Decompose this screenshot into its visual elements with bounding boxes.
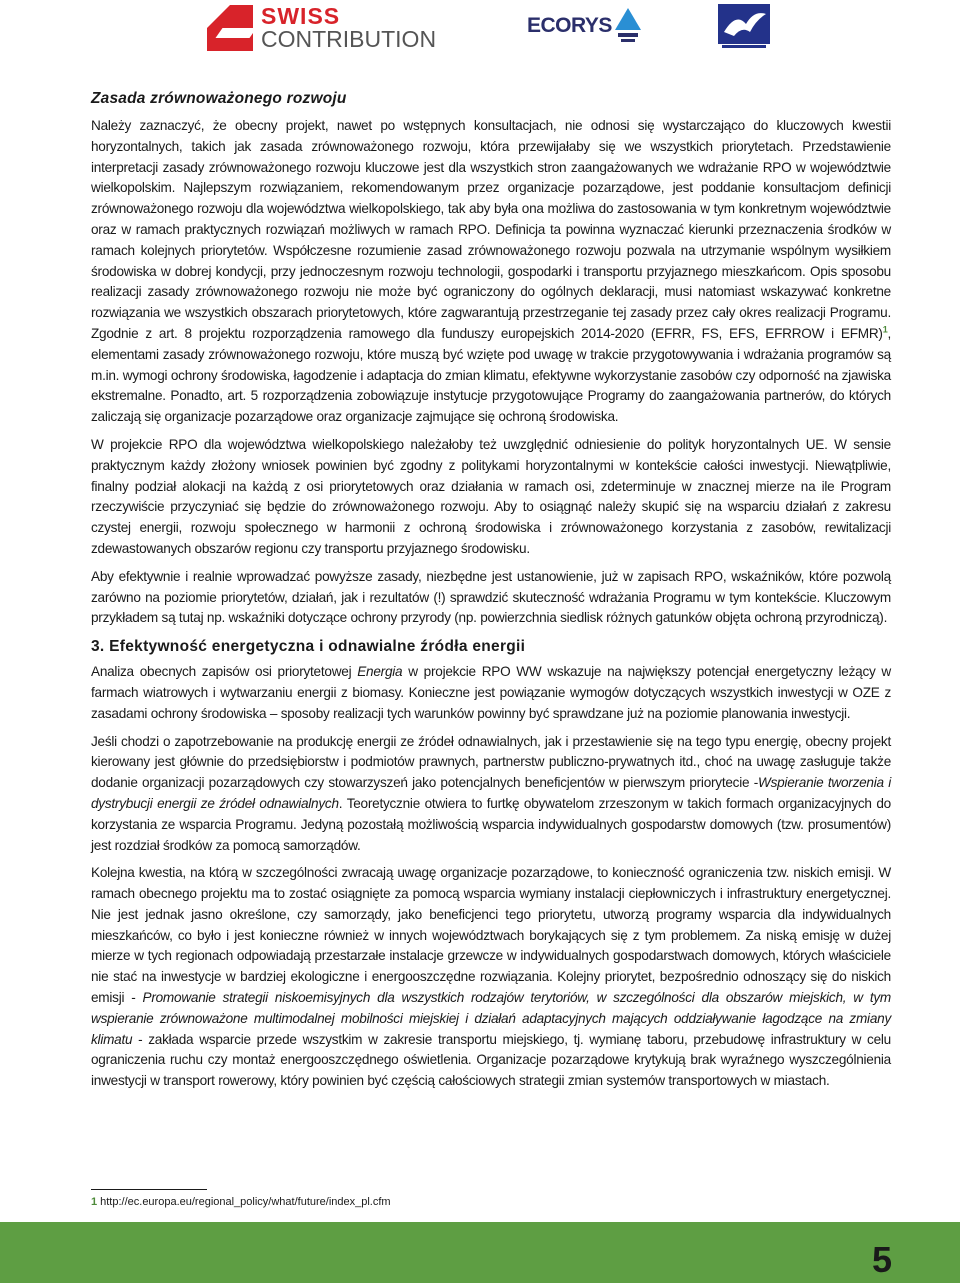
swiss-logo-line2: CONTRIBUTION — [261, 26, 437, 52]
swiss-logo-line1: SWISS — [261, 3, 341, 29]
footnote-link[interactable]: http://ec.europa.eu/regional_policy/what/future/index_pl.cfm — [100, 1196, 391, 1208]
footnote-divider — [91, 1189, 207, 1190]
footer-bar — [0, 1222, 960, 1283]
paragraph-4-text-b: w projekcie RPO WW wskazuje na największy potencjał energetyczny leżący w farmach wiatrowych i wytwarzaniu energii z biomasy. Konieczne jest powiązanie wymogów dotyczących wszystkich inwestycji w OZE z zasadami ochrony środowiska – sposoby realizacji tych warunków powinny być sprawdzane już na poziomie planowania inwestycji. — [91, 664, 891, 721]
subsection-title: Zasada zrównoważonego rozwoju — [91, 90, 347, 107]
paragraph-6 — [91, 863, 891, 1092]
ecorys-logo-text: ECORYS — [527, 14, 612, 37]
footnote — [91, 1196, 391, 1208]
paragraph-1-tail: , elementami zasady zrównoważonego rozwoju, które muszą być wzięte pod uwagę w trakcie przygotowywania i wdrażania programów są m.in. wymogi ochrony środowiska, łagodzenie i adaptacja do zmian klimatu, efektywne wykorzystanie zasobów czy odporność na zjawiska ekstremalne. Ponadto, art. 5 rozporządzenia zobowiązuje instytucje przygotowujące Programy do zaangażowania partnerów, do których zaliczają się organizacje pozarządowe oraz organizacje zajmujące się ochroną środowiska. — [91, 325, 891, 425]
document-body — [91, 88, 891, 1099]
paragraph-6-text-b: - zakłada wsparcie przede wszystkim w zakresie transportu miejskiego, tj. wymianę taboru, przebudowę infrastruktury w celu ograniczenia ruchu czy montaż energooszczędnego oświetlenia. Organizacje pozarządowe krytykują brak wyraźnego wyszczególnienia inwestycji w transport rowerowy, który powinien być częścią całościowych strategii zmian systemów transportowych w miastach. — [91, 1031, 891, 1089]
paragraph-5-text-b: . Teoretycznie otwiera to furtkę obywatelom zrzeszonym w takich formach organizacyjnych do korzystania ze wsparcia Programu. Jedyną pozostałą możliwością wsparcia indywidualnych gospodarstw domowych (tzw. prosumentów) jest rozdział środków za pomocą samorządów. — [91, 795, 891, 853]
paragraph-5-text-a: Jeśli chodzi o zapotrzebowanie na produkcję energii ze źródeł odnawialnych, jak i przestawienie się na tego typu energię, obecny projekt kierowany jest głównie do przedsiębiorstw i podmiotów prawnych, partnerstw publiczno-prywatnych itd., choć na uwagę zasługuje także dodanie organizacji pozarządowych czy stowarzyszeń jako potencjalnych beneficjentów w pierwszym priorytecie - — [91, 733, 891, 791]
page-number: 5 — [871, 1239, 892, 1280]
paragraph-3: Aby efektywnie i realnie wprowadzać powyższe zasady, niezbędne jest ustanowienie, już w zapisach RPO, wskaźników, które pozwolą zarówno na poziomie priorytetów, działań, jak i rezultatów (!) sprawdzić skuteczność wdrażania Programu w tym kontekście. Kluczowym przykładem są tutaj np. wskaźniki dotyczące ochrony przyrody (np. powierzchnia siedlisk różnych gatunków objęta ochroną przyrodniczą). — [91, 568, 891, 626]
bird-logo-icon — [716, 2, 772, 50]
paragraph-2: W projekcie RPO dla województwa wielkopolskiego należałoby też uwzględnić odniesienie do polityk horyzontalnych UE. W sensie praktycznym każdy złożony wniosek powinien być zgodny z politykami horyzontalnymi w kontekście całości inwestycji. Niewątpliwie, finalny podział alokacji na każdą z osi priorytetowych oraz działania w ramach osi, zdeterminuje w znacznej mierze na ile Program rzeczywiście przyczyniać się będzie do zrównoważonego rozwoju. Aby to osiągnąć należy skupić się na wsparciu działań z zakresu czystej energii, rozwoju społecznego w harmonii z ochroną środowiska i zrównoważonego korzystania z zasobów, rewitalizacji zdewastowanych obszarów regionu czy transportu przyjaznego środowisku. — [91, 436, 891, 556]
footnote-ref: 1 — [882, 324, 888, 335]
paragraph-1 — [91, 116, 891, 428]
footnote-number: 1 — [91, 1196, 98, 1208]
section-title: 3. Efektywność energetyczna i odnawialne źródła energii — [91, 638, 526, 656]
paragraph-5 — [91, 732, 891, 857]
page-header — [0, 0, 960, 60]
paragraph-5-emphasis: Wspieranie tworzenia i dystrybucji energii ze źródeł odnawialnych — [91, 775, 891, 811]
swiss-contribution-logo — [207, 4, 436, 52]
paragraph-1-text: Należy zaznaczyć, że obecny projekt, nawet po wstępnych konsultacjach, nie odnosi się wystarczająco do kluczowych kwestii horyzontalnych, takich jak zasada zrównoważonego rozwoju, która przewijałaby się we wszystkich priorytetach. Przedstawienie interpretacji zasady zrównoważonego rozwoju kluczowe jest dla wszystkich stron zaangażowanych we wdrażanie RPO w województwie wielkopolskim. Najlepszym rozwiązaniem, rekomendowanym przez organizacje pozarządowe, jest poddanie konsultacjom definicji zrównoważonego rozwoju dla województwa wielkopolskiego, tak aby była ona możliwa do zastosowania w tym konkretnym województwie oraz w ramach praktycznych rozwiązań możliwych w ramach RPO. Definicja ta powinna wyznaczać kierunki przeznaczenia środków w ramach kolejnych priorytetów. Współczesne rozumienie zasad zrównoważonego rozwoju pozwala na utrzymanie wspólnym wysiłkiem środowiska w dobrej kondycji, przy jednoczesnym rozwoju technologii, gospodarki i transportu przyjaznego mieszkańcom. Opis sposobu realizacji zasady zrównoważonego rozwoju nie może być ograniczony do ogólnych deklaracji, musi natomiast wskazywać konkretne rozwiązania we wszystkich obszarach priorytetowych, które zagwarantują przestrzeganie tej zasady przez cały okres realizacji Programu. Zgodnie z art. 8 projektu rozporządzenia ramowego dla funduszy europejskich 2014-2020 (EFRR, FS, EFS, EFRROW i EFMR) — [91, 118, 891, 341]
paragraph-6-text-a: Kolejna kwestia, na którą w szczególności zwracają uwagę organizacje pozarządowe, to konieczność ograniczenia tzw. niskich emisji. W ramach obecnego projektu ma to zostać osiągnięte za pomocą wsparcia wymiany instalacji ciepłowniczych i infrastruktury energetycznej. Nie jest jednak jasno określone, czy samorządy, jako beneficjenci tego priorytetu, utworzą programy wsparcia dla indywidualnych mieszkańców, co było i jest konieczne również w innych województwach borykających się z tym problemem. Za niską emisję w dużej mierze w tych regionach odpowiadają przestarzałe instalacje grzewcze w indywidualnych gospodarstwach domowych, których właściciele nie stać na inwestycje w bardziej ekologiczne i energooszczędne rozwiązania. Kolejny priorytet, bezpośrednio odnoszący się do niskich emisji - — [91, 865, 891, 1006]
ecorys-logo — [527, 4, 641, 48]
ecorys-triangle-icon — [615, 8, 641, 44]
swiss-mark-icon — [207, 5, 253, 51]
paragraph-4-emphasis: Energia — [357, 664, 403, 680]
paragraph-4-text-a: Analiza obecnych zapisów osi priorytetowej — [91, 664, 358, 680]
paragraph-6-emphasis: Promowanie strategii niskoemisyjnych dla wszystkich rodzajów terytoriów, w szczególności dla obszarów miejskich, w tym wspieranie zrównoważone multimodalnej mobilności miejskiej i działań adaptacyjnych mających oddziaływanie łagodzące na zmiany klimatu — [91, 990, 892, 1047]
paragraph-4 — [91, 662, 891, 724]
